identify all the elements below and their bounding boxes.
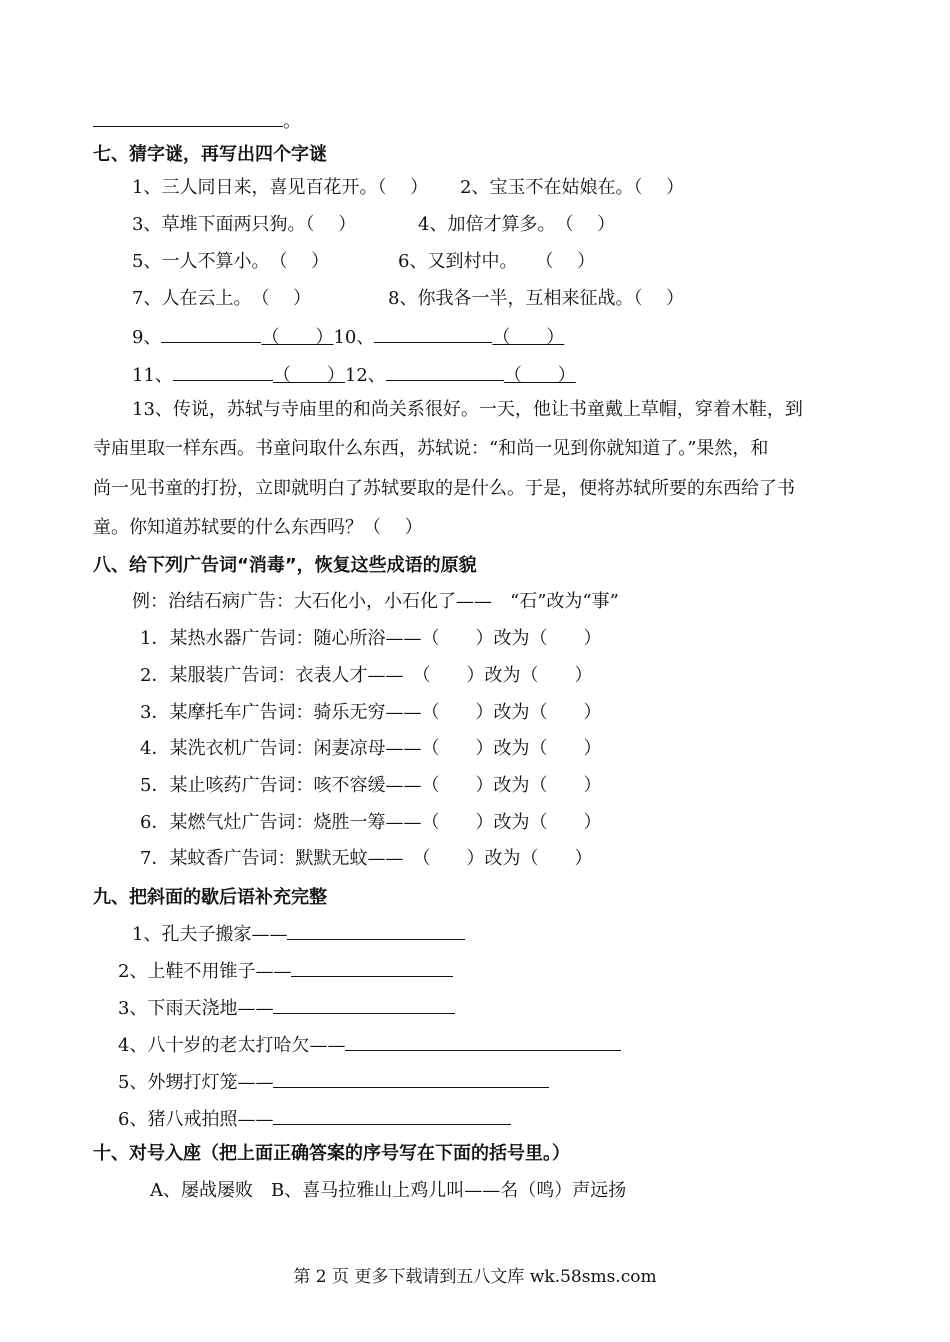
answer-blank xyxy=(273,995,455,1014)
riddle-8: 8、你我各一半，互相来征战。（ ） xyxy=(388,288,685,309)
riddle-13-line-3: 尚一见书童的打扮，立即就明白了苏轼要取的是什么。于是，便将苏轼所要的东西给了书 xyxy=(93,478,795,499)
ad-item: 5．某止咳药广告词：咳不容缓——（ ）改为（ ） xyxy=(140,775,602,796)
xiehouyu-item: 5、外甥打灯笼—— xyxy=(118,1069,549,1095)
answer-blank xyxy=(291,958,453,977)
riddle-4: 4、加倍才算多。 （ ） xyxy=(418,214,616,235)
answer-blank xyxy=(93,108,283,127)
xiehouyu-item: 3、下雨天浇地—— xyxy=(118,995,455,1021)
riddle-6: 6、又到村中。 （ ） xyxy=(398,251,596,272)
section-7-title: 七、猜字谜，再写出四个字谜 xyxy=(93,144,327,165)
page-footer: 第 2 页 更多下载请到五八文库 wk.58sms.com xyxy=(293,1267,657,1287)
section-10-title: 十、对号入座（把上面正确答案的序号写在下面的括号里。） xyxy=(93,1143,570,1164)
xiehouyu-item: 6、猪八戒拍照—— xyxy=(118,1106,511,1132)
answer-blank xyxy=(273,1106,511,1125)
answer-blank xyxy=(273,1069,549,1088)
riddle-11-12: 11、 （ ）12、 （ ） xyxy=(132,362,576,388)
xiehouyu-item: 2、上鞋不用锥子—— xyxy=(118,958,453,984)
riddle-2: 2、宝玉不在姑娘在。（ ） xyxy=(460,177,685,198)
answer-blank xyxy=(345,1032,621,1051)
riddle-3: 3、草堆下面两只狗。（ ） xyxy=(132,214,357,235)
section-8-example: 例：治结石病广告：大石化小，小石化了—— “石”改为“事” xyxy=(132,591,619,612)
riddle-5: 5、一人不算小。 （ ） xyxy=(132,251,330,272)
riddle-1: 1、三人同日来，喜见百花开。（ ） xyxy=(132,177,429,198)
ad-item: 4．某洗衣机广告词：闲妻凉母——（ ）改为（ ） xyxy=(140,738,602,759)
riddle-13-line-4: 童。你知道苏轼要的什么东西吗？（ ） xyxy=(93,517,423,538)
answer-blank xyxy=(161,324,261,343)
answer-blank xyxy=(173,362,273,381)
xiehouyu-item: 4、八十岁的老太打哈欠—— xyxy=(118,1032,621,1058)
section-8-title: 八、给下列广告词“消毒”，恢复这些成语的原貌 xyxy=(93,555,477,576)
answer-blank xyxy=(287,921,465,940)
xiehouyu-item: 1、孔夫子搬家—— xyxy=(132,921,465,947)
answer-blank xyxy=(374,324,492,343)
section-9-title: 九、把斜面的歇后语补充完整 xyxy=(93,887,327,908)
answer-line-continuation: 。 xyxy=(93,108,301,134)
riddle-13-line-2: 寺庙里取一样东西。书童问取什么东西，苏轼说：“和尚一见到你就知道了。”果然，和 xyxy=(93,438,769,459)
answer-blank xyxy=(386,362,504,381)
ad-item: 3．某摩托车广告词：骑乐无穷——（ ）改为（ ） xyxy=(140,702,602,723)
ad-item: 2．某服装广告词：衣表人才—— （ ）改为（ ） xyxy=(140,665,593,686)
ad-item: 6．某燃气灶广告词：烧胜一筹——（ ）改为（ ） xyxy=(140,812,602,833)
ad-item: 1．某热水器广告词：随心所浴——（ ）改为（ ） xyxy=(140,628,602,649)
section-10-line: A、屡战屡败 B、喜马拉雅山上鸡儿叫——名（鸣）声远扬 xyxy=(150,1180,627,1201)
riddle-7: 7、人在云上。 （ ） xyxy=(132,288,312,309)
ad-item: 7．某蚊香广告词：默默无蚊—— （ ）改为（ ） xyxy=(140,848,593,869)
riddle-9-10: 9、 （ ）10、 （ ） xyxy=(132,324,564,350)
riddle-13-line-1: 13、传说，苏轼与寺庙里的和尚关系很好。一天，他让书童戴上草帽，穿着木鞋，到 xyxy=(132,399,803,420)
